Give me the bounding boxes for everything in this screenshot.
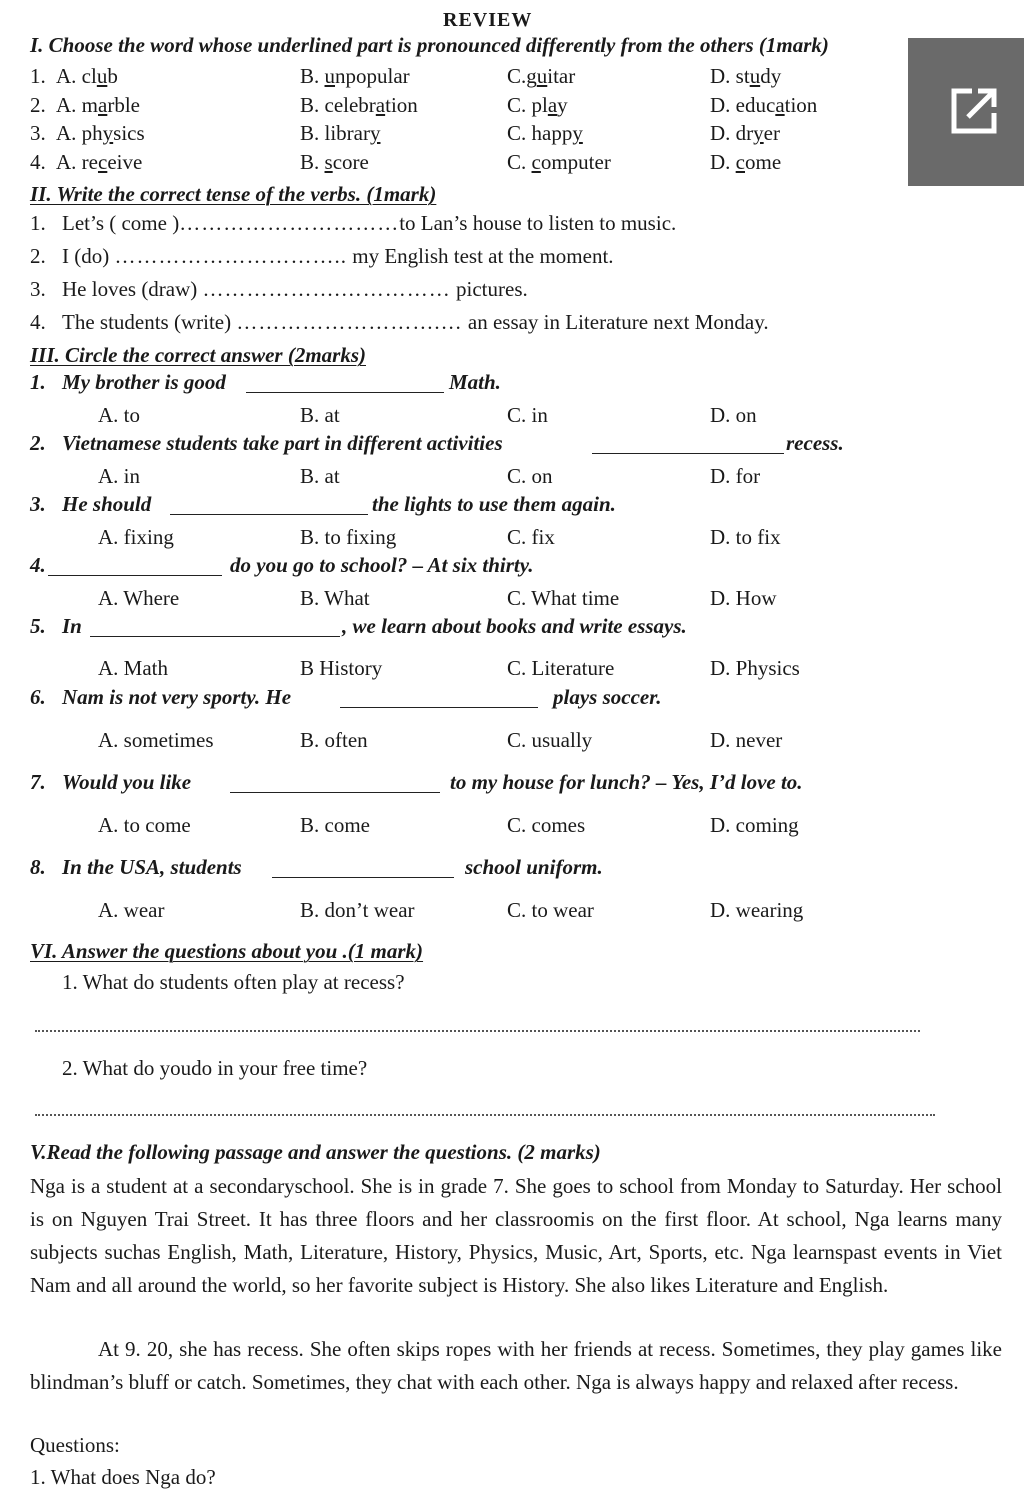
sentence-end: my English test at the moment.	[346, 244, 614, 268]
underlined-letters: c	[531, 150, 541, 174]
question-start: In the USA, students	[62, 855, 242, 879]
answer-blank[interactable]	[592, 435, 784, 454]
answer-option[interactable]: D. on	[710, 403, 757, 427]
underlined-letters: y	[753, 121, 764, 145]
option-c[interactable]	[507, 121, 583, 146]
answer-blank[interactable]	[230, 774, 440, 793]
verb-sentence	[62, 211, 676, 236]
option-text: A. cl	[56, 64, 97, 88]
option-c[interactable]	[507, 93, 568, 118]
item-number: 1.	[30, 211, 46, 235]
question-number: 4.	[30, 553, 46, 577]
option-a[interactable]	[56, 64, 118, 89]
option-text: rble	[107, 93, 140, 117]
sentence-start: He loves (draw)	[62, 277, 203, 301]
question-number: 8.	[30, 855, 46, 879]
answer-blank[interactable]: ……………………….…	[236, 310, 463, 334]
answer-option[interactable]: A. to come	[98, 813, 191, 837]
underlined-letters: u	[96, 64, 108, 88]
answer-blank[interactable]	[48, 557, 222, 576]
option-text: A. ph	[56, 121, 103, 145]
option-text: D. educ	[710, 93, 776, 117]
underlined-letters: a	[775, 93, 785, 117]
passage-paragraph-2: At 9. 20, she has recess. She often skips ropes with her friends at recess. Sometimes, they play games like blindman’s bluff or catch. Sometimes, they chat with each other. Nga is always happy and relaxed after recess.	[30, 1337, 1002, 1394]
underlined-letters: y	[102, 121, 114, 145]
answer-option[interactable]: C. comes	[507, 813, 586, 837]
row-number: 1.	[30, 64, 46, 88]
passage-question-1: 1. What does Nga do?	[30, 1465, 216, 1489]
page-title: REVIEW	[443, 9, 533, 31]
answer-blank[interactable]: …………………………	[179, 211, 400, 235]
option-text: er	[763, 121, 780, 145]
answer-option[interactable]: D. to fix	[710, 525, 781, 549]
option-text: C. happ	[507, 121, 573, 145]
option-text: tion	[784, 93, 818, 117]
option-d[interactable]	[710, 150, 781, 175]
answer-option[interactable]: A. Math	[98, 656, 168, 680]
answer-option[interactable]: B History	[300, 656, 383, 680]
answer-blank[interactable]	[246, 374, 444, 393]
section-4-heading: VI. Answer the questions about you .(1 mark)	[30, 939, 424, 963]
underlined-letters: u	[749, 64, 761, 88]
answer-option[interactable]: D. never	[710, 728, 783, 752]
sentence-start: I (do)	[62, 244, 115, 268]
expand-arrow-icon	[946, 83, 1002, 139]
question-end: do you go to school? – At six thirty.	[230, 553, 534, 577]
answer-blank[interactable]	[272, 859, 454, 878]
answer-option[interactable]: A. wear	[98, 898, 165, 922]
underlined-letters: u	[536, 64, 548, 88]
question-end: school uniform.	[465, 855, 603, 879]
question-start: My brother is good	[62, 370, 226, 394]
option-text: A. re	[56, 150, 98, 174]
option-text: D. st	[710, 64, 750, 88]
expand-overlay[interactable]	[908, 38, 1024, 186]
verb-sentence	[62, 244, 614, 269]
item-number: 2.	[30, 244, 46, 268]
option-text: omputer	[540, 150, 611, 174]
option-text: A. m	[56, 93, 98, 117]
answer-blank[interactable]: …………………………..	[114, 244, 347, 268]
question-start: Vietnamese students take part in different activities	[62, 431, 503, 455]
answer-option[interactable]: A. sometimes	[98, 728, 214, 752]
option-text: C.	[507, 150, 532, 174]
option-c[interactable]	[507, 64, 575, 89]
question-start: Would you like	[62, 770, 192, 794]
option-text: npopular	[335, 64, 410, 88]
question-start: In	[62, 614, 82, 638]
option-d[interactable]	[710, 93, 817, 118]
option-a[interactable]	[56, 93, 140, 118]
answer-option[interactable]: D. How	[710, 586, 777, 610]
answer-option[interactable]: C. to wear	[507, 898, 594, 922]
question-end: recess.	[786, 431, 844, 455]
answer-option[interactable]: C. Literature	[507, 656, 615, 680]
question-number: 1.	[30, 370, 46, 394]
option-text: ome	[745, 150, 782, 174]
answer-option[interactable]: A. fixing	[98, 525, 174, 549]
question-number: 6.	[30, 685, 46, 709]
section-1-heading: I. Choose the word whose underlined part is pronounced differently from the others (1mark)	[30, 33, 829, 57]
answer-option[interactable]: A. to	[98, 403, 140, 427]
answer-option[interactable]: A. Where	[98, 586, 180, 610]
underlined-letters: c	[735, 150, 745, 174]
answer-option[interactable]: B. often	[300, 728, 368, 752]
verb-sentence	[62, 277, 528, 302]
sentence-end: an essay in Literature next Monday.	[462, 310, 769, 334]
answer-option[interactable]: A. in	[98, 464, 140, 488]
section-4-question-1: 1. What do students often play at recess?	[62, 970, 405, 994]
question-start: Nam is not very sporty. He	[62, 685, 292, 709]
section-2-heading: II. Write the correct tense of the verbs. (1mark)	[30, 182, 437, 206]
item-number: 3.	[30, 277, 46, 301]
answer-blank[interactable]	[170, 496, 368, 515]
option-text: itar	[547, 64, 576, 88]
question-start: He should	[62, 492, 152, 516]
verb-sentence	[62, 310, 769, 335]
question-number: 5.	[30, 614, 46, 638]
question-number: 2.	[30, 431, 46, 455]
answer-option[interactable]: C. on	[507, 464, 553, 488]
underlined-letters: a	[375, 93, 386, 117]
option-d[interactable]	[710, 121, 780, 146]
passage-paragraph-1: Nga is a student at a secondaryschool. She is in grade 7. She goes to school from Monday to Saturday. Her school is on Nguyen Trai Street. It has three floors and her classroomis on the first floor. At school, Nga learns many subjects suchas English, Math, Literature, History, Physics, Music, Art, Sports, etc. Nga learnspast events in Viet Nam and all around the world, so her favorite subject is History. She also likes Literature and English.	[30, 1174, 1002, 1297]
answer-line-2[interactable]	[35, 1114, 935, 1116]
question-end: , we learn about books and write essays.	[342, 614, 687, 638]
row-number: 2.	[30, 93, 46, 117]
option-text: tion	[385, 93, 418, 117]
answer-option[interactable]: B. What	[300, 586, 370, 610]
sentence-end: pictures.	[450, 277, 528, 301]
answer-option[interactable]: B. at	[300, 464, 340, 488]
answer-option[interactable]: D. for	[710, 464, 761, 488]
underlined-letters: y	[572, 121, 583, 145]
section-4-question-2: 2. What do youdo in your free time?	[62, 1056, 368, 1080]
sentence-end: to Lan’s house to listen to music.	[399, 211, 677, 235]
answer-blank[interactable]: ……………….……………	[202, 277, 451, 301]
row-number: 3.	[30, 121, 46, 145]
answer-option[interactable]: D. wearing	[710, 898, 804, 922]
answer-option[interactable]: C. usually	[507, 728, 593, 752]
answer-option[interactable]: B. don’t wear	[300, 898, 415, 922]
option-text: D.	[710, 150, 736, 174]
answer-line-1[interactable]	[35, 1030, 920, 1032]
answer-option[interactable]: C. fix	[507, 525, 555, 549]
option-text: C.g	[507, 64, 537, 88]
answer-option[interactable]: B. come	[300, 813, 370, 837]
option-d[interactable]	[710, 64, 781, 89]
option-text: D. dr	[710, 121, 754, 145]
underlined-letters: a	[547, 93, 558, 117]
option-b[interactable]	[300, 150, 369, 175]
answer-blank[interactable]	[90, 618, 340, 637]
underlined-letters: u	[324, 64, 336, 88]
question-end: to my house for lunch? – Yes, I’d love to.	[450, 770, 803, 794]
underlined-letters: s	[324, 150, 333, 174]
option-text: B.	[300, 150, 325, 174]
row-number: 4.	[30, 150, 46, 174]
option-b[interactable]	[300, 93, 418, 118]
option-b[interactable]	[300, 64, 410, 89]
underlined-letters: a	[98, 93, 108, 117]
answer-blank[interactable]	[340, 689, 538, 708]
answer-option[interactable]: D. coming	[710, 813, 799, 837]
item-number: 4.	[30, 310, 46, 334]
option-a[interactable]	[56, 121, 145, 146]
option-c[interactable]	[507, 150, 611, 175]
section-3-heading: III. Circle the correct answer (2marks)	[30, 343, 366, 367]
option-text: dy	[760, 64, 782, 88]
underlined-letters: y	[369, 121, 381, 145]
sentence-start: The students (write)	[62, 310, 237, 334]
questions-label: Questions:	[30, 1433, 120, 1457]
option-b[interactable]	[300, 121, 380, 146]
section-5-heading: V.Read the following passage and answer the questions. (2 marks)	[30, 1140, 601, 1164]
option-text: sics	[113, 121, 145, 145]
option-text: C. pl	[507, 93, 548, 117]
answer-option[interactable]: D. Physics	[710, 656, 800, 680]
option-text: core	[332, 150, 369, 174]
option-text: B. celebr	[300, 93, 376, 117]
option-text: B. librar	[300, 121, 370, 145]
question-number: 3.	[30, 492, 46, 516]
option-text: eive	[107, 150, 143, 174]
option-text: y	[557, 93, 568, 117]
question-number: 7.	[30, 770, 46, 794]
underlined-letters: c	[97, 150, 108, 174]
question-end: plays soccer.	[553, 685, 662, 709]
option-text: b	[107, 64, 118, 88]
answer-option[interactable]: B. to fixing	[300, 525, 397, 549]
answer-option[interactable]: B. at	[300, 403, 340, 427]
sentence-start: Let’s ( come )	[62, 211, 180, 235]
answer-option[interactable]: C. in	[507, 403, 548, 427]
option-a[interactable]	[56, 150, 142, 175]
question-end: Math.	[449, 370, 501, 394]
question-end: the lights to use them again.	[372, 492, 616, 516]
answer-option[interactable]: C. What time	[507, 586, 620, 610]
option-text: B.	[300, 64, 325, 88]
